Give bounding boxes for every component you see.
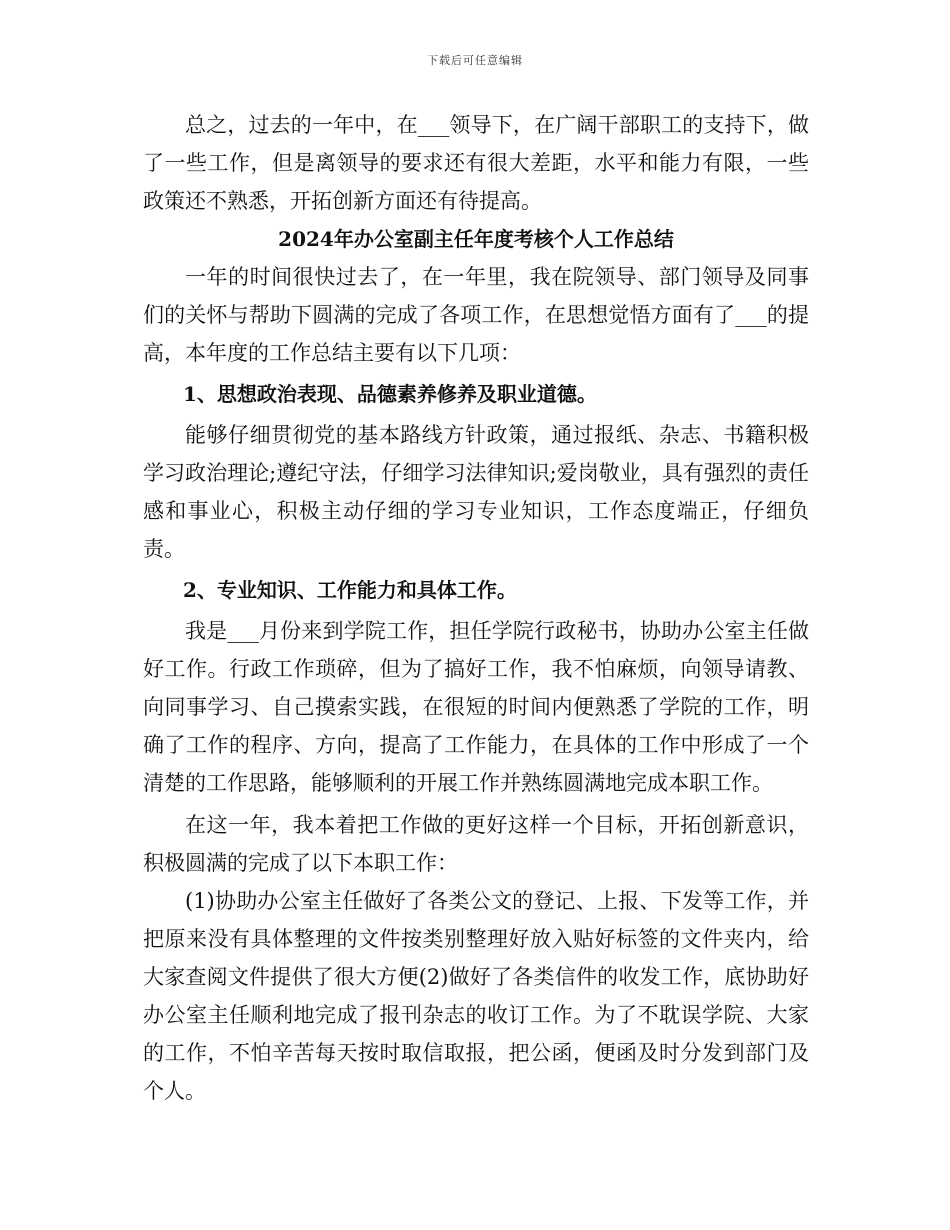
page-header: 下载后可任意编辑 [427, 54, 523, 67]
paragraph-goals: 在这一年，我本着把工作做的更好这样一个目标，开拓创新意识，积极圆满的完成了以下本职工作： [143, 813, 809, 875]
paragraph-section-2: 我是___月份来到学院工作，担任学院行政秘书，协助办公室主任做好工作。行政工作琐碎，但为了搞好工作，我不怕麻烦，向领导请教、向同事学习、自己摸索实践，在很短的时间内便熟悉了学院的工作，明确了工作的程序、方向，提高了工作能力，在具体的工作中形成了一个清楚的工作思路，能够顺利的开展工作并熟练圆满地完成本职工作。 [143, 619, 809, 795]
paragraph-conclusion: 总之，过去的一年中，在___领导下，在广阔干部职工的支持下，做了一些工作，但是离领导的要求还有很大差距，水平和能力有限，一些政策还不熟悉，开拓创新方面还有待提高。 [143, 113, 809, 213]
section-heading-1: 1、思想政治表现、品德素养修养及职业道德。 [183, 382, 597, 406]
document-body [143, 106, 809, 1110]
paragraph-section-1: 能够仔细贯彻党的基本路线方针政策，通过报纸、杂志、书籍积极学习政治理论;遵纪守法，仔细学习法律知识;爱岗敬业，具有强烈的责任感和事业心，积极主动仔细的学习专业知识，工作态度端正，仔细负责。 [143, 423, 809, 561]
paragraph-duties: (1)协助办公室主任做好了各类公文的登记、上报、下发等工作，并把原来没有具体整理的文件按类别整理好放入贴好标签的文件夹内，给大家查阅文件提供了很大方便(2)做好了各类信件的收发工作，底协助好办公室主任顺利地完成了报刊杂志的收订工作。为了不耽误学院、大家的工作，不怕辛苦每天按时取信取报，把公函，便函及时分发到部门及个人。 [143, 889, 809, 1103]
section-heading-2: 2、专业知识、工作能力和具体工作。 [183, 578, 517, 602]
document-title: 2024年办公室副主任年度考核个人工作总结 [278, 227, 674, 251]
paragraph-intro: 一年的时间很快过去了，在一年里，我在院领导、部门领导及同事们的关怀与帮助下圆满的完成了各项工作，在思想觉悟方面有了___的提高，本年度的工作总结主要有以下几项： [143, 265, 809, 365]
